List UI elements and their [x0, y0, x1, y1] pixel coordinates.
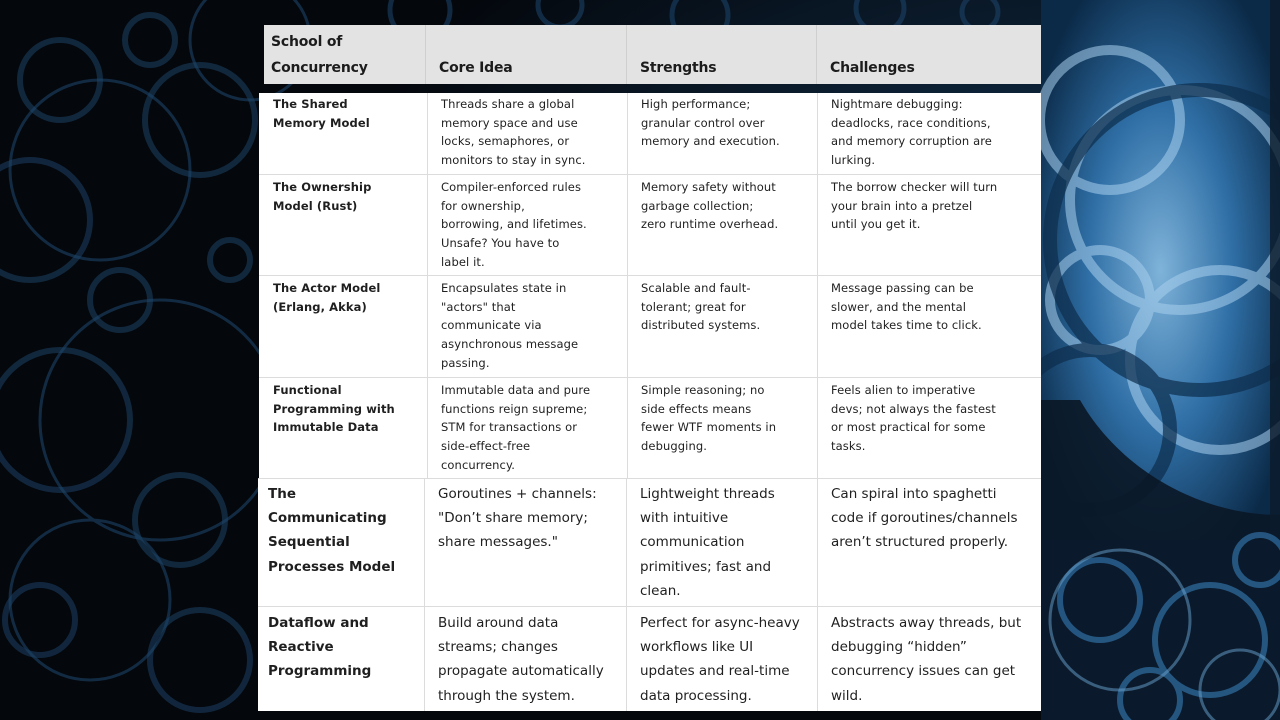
table-row-challenges: Feels alien to imperative devs; not always the fastest or most practical for some tasks.: [831, 383, 996, 454]
table-row-core: Build around data streams; changes propagate automatically through the system.: [438, 615, 604, 704]
row-divider: [258, 606, 1041, 607]
table-row-challenges: Nightmare debugging: deadlocks, race conditions, and memory corruption are lurking.: [831, 97, 992, 168]
table-row-challenges: Message passing can be slower, and the mental model takes time to click.: [831, 281, 982, 333]
table-row-challenges: Abstracts away threads, but debugging “hidden” concurrency issues can get wild.: [831, 615, 1022, 704]
column-divider: [427, 93, 428, 478]
table-row-core: Encapsulates state in "actors" that communicate via asynchronous message passing.: [441, 281, 579, 370]
header-challenges: Challenges: [830, 60, 915, 76]
table-row-school: The Ownership Model (Rust): [273, 180, 372, 213]
table-row-strengths: Scalable and fault- tolerant; great for distributed systems.: [641, 281, 761, 333]
column-divider: [817, 478, 818, 711]
header-strengths: Strengths: [640, 60, 717, 76]
table-row-challenges: The borrow checker will turn your brain into a pretzel until you get it.: [831, 180, 998, 232]
table-row-school: The Actor Model (Erlang, Akka): [273, 281, 381, 314]
header-divider: [425, 25, 426, 84]
table-row-core: Threads share a global memory space and use locks, semaphores, or monitors to stay in sync.: [441, 97, 586, 168]
header-divider: [626, 25, 627, 84]
table-row-challenges: Can spiral into spaghetti code if goroutines/channels aren’t structured properly.: [831, 486, 1018, 551]
row-divider: [259, 275, 1041, 276]
row-divider: [258, 478, 1041, 479]
column-divider: [817, 93, 818, 478]
table-row-core: Compiler-enforced rules for ownership, borrowing, and lifetimes. Unsafe? You have to label it.: [441, 180, 587, 269]
table-row-school: The Shared Memory Model: [273, 97, 370, 130]
table-row-strengths: Perfect for async-heavy workflows like UI updates and real-time data processing.: [640, 615, 800, 704]
table-row-core: Goroutines + channels: "Don’t share memory; share messages.": [438, 486, 597, 551]
table-row-school: Functional Programming with Immutable Data: [273, 383, 395, 435]
row-divider: [259, 174, 1041, 175]
column-divider: [626, 478, 627, 711]
header-core-idea: Core Idea: [439, 60, 513, 76]
column-divider: [627, 93, 628, 478]
table-row-strengths: Simple reasoning; no side effects means fewer WTF moments in debugging.: [641, 383, 777, 454]
header-divider: [816, 25, 817, 84]
table-row-school: Dataflow and Reactive Programming: [268, 615, 372, 680]
header-school: School of Concurrency: [271, 34, 368, 76]
table-row-school: The Communicating Sequential Processes Model: [268, 486, 396, 575]
table-row-strengths: Lightweight threads with intuitive communication primitives; fast and clean.: [640, 486, 775, 599]
table-row-core: Immutable data and pure functions reign supreme; STM for transactions or side-effect-free concurrency.: [441, 383, 591, 472]
column-divider: [424, 478, 425, 711]
table-row-strengths: Memory safety without garbage collection; zero runtime overhead.: [641, 180, 779, 232]
table-row-strengths: High performance; granular control over memory and execution.: [641, 97, 780, 149]
row-divider: [259, 377, 1041, 378]
